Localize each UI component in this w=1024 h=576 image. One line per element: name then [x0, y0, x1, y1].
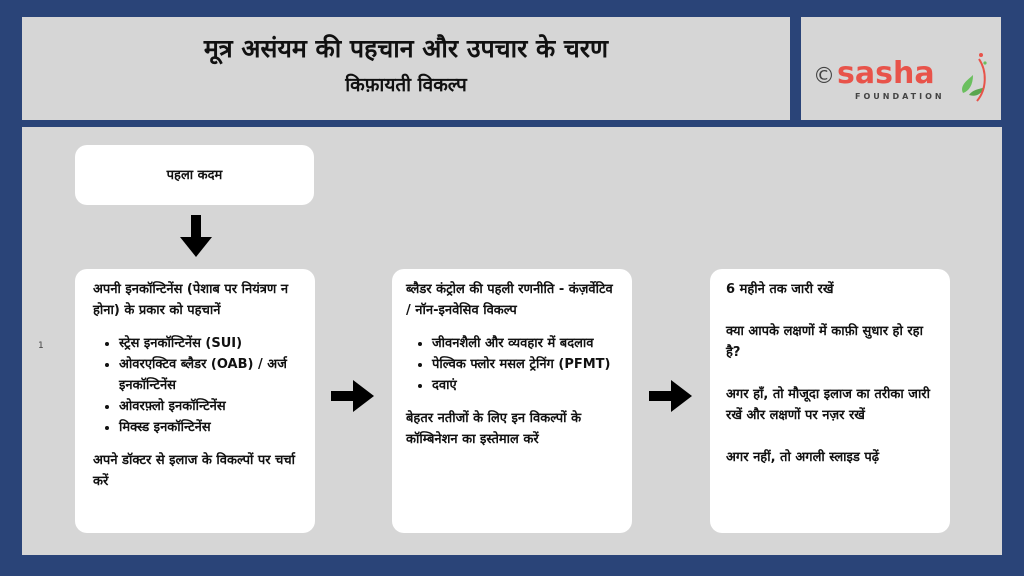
- list-item: • मिक्स्ड इनकॉन्टिनेंस: [119, 417, 303, 438]
- copyright-symbol: ©: [813, 64, 835, 89]
- list-item: • स्ट्रेस इनकॉन्टिनेंस (SUI): [119, 333, 303, 354]
- leaf-icon: [962, 53, 987, 101]
- strategy-footer: बेहतर नतीजों के लिए इन विकल्पों के कॉम्बिनेशन का इस्तेमाल करें: [406, 411, 582, 447]
- flow-panel: [22, 127, 1002, 555]
- title-banner: [22, 17, 790, 120]
- logo-brand: sasha: [837, 56, 935, 91]
- logo-panel: [801, 17, 1001, 120]
- arrow-right-icon: [649, 379, 693, 413]
- list-item: • जीवनशैली और व्यवहार में बदलाव: [432, 333, 618, 354]
- identify-footer: अपने डॉक्टर से इलाज के विकल्पों पर चर्चा करें: [93, 453, 295, 489]
- first-step-box: [75, 145, 314, 205]
- arrow-down-icon: [178, 215, 214, 259]
- follow-up-duration: 6 महीने तक जारी रखें: [726, 282, 834, 297]
- first-step-label: पहला कदम: [166, 167, 223, 183]
- sasha-foundation-logo: [813, 49, 993, 109]
- follow-up-no: अगर नहीं, तो अगली स्लाइड पढ़ें: [726, 450, 880, 465]
- strategy-options-list: [406, 333, 618, 396]
- follow-up-question: क्या आपके लक्षणों में काफ़ी सुधार हो रहा है?: [726, 324, 923, 360]
- list-item: • ओवरफ़्लो इनकॉन्टिनेंस: [119, 396, 303, 417]
- follow-up-yes: अगर हाँ, तो मौजूदा इलाज का तरीका जारी रखें और लक्षणों पर नज़र रखें: [726, 387, 930, 423]
- strategy-intro: ब्लैडर कंट्रोल की पहली रणनीति - कंज़र्वेटिव / नॉन-इनवेसिव विकल्प: [406, 282, 613, 318]
- logo-tagline: FOUNDATION: [855, 92, 945, 101]
- arrow-right-icon: [331, 379, 375, 413]
- conservative-strategy-card: [392, 269, 632, 533]
- list-item: • ओवरएक्टिव ब्लैडर (OAB) / अर्ज इनकॉन्टिनेंस: [119, 354, 303, 396]
- follow-up-card: [710, 269, 950, 533]
- identify-intro: अपनी इनकॉन्टिनेंस (पेशाब पर नियंत्रण न होना) के प्रकार को पहचानें: [93, 282, 289, 318]
- slide-number: 1: [38, 341, 44, 351]
- list-item: • पेल्विक फ्लोर मसल ट्रेनिंग (PFMT): [432, 354, 618, 375]
- page-subtitle: किफ़ायती विकल्प: [345, 74, 467, 96]
- incontinence-type-list: [93, 333, 303, 438]
- page-title: मूत्र असंयम की पहचान और उपचार के चरण: [203, 34, 609, 63]
- identify-type-card: [75, 269, 315, 533]
- list-item: • दवाएं: [432, 375, 618, 396]
